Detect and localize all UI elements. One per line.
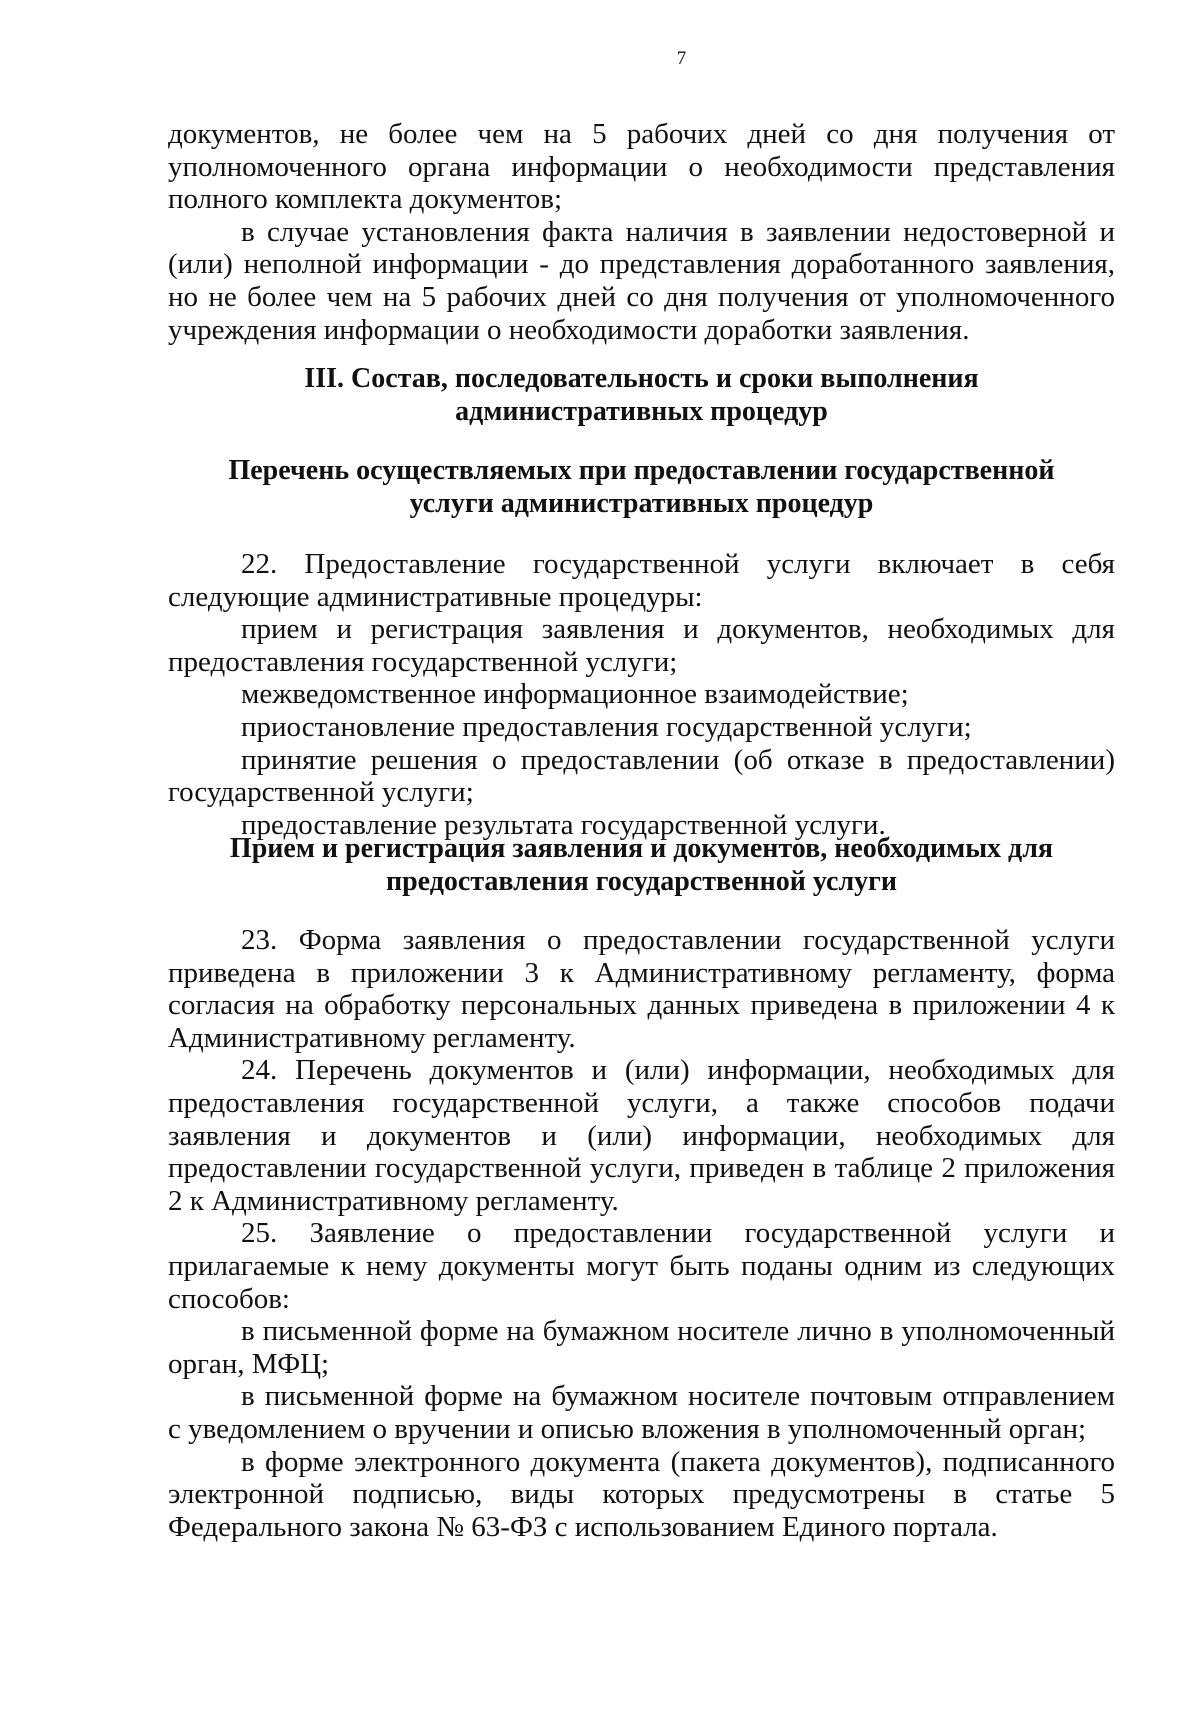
paragraph-group-intro bbox=[168, 118, 1115, 346]
paragraph: 22. Предоставление государственной услуги включает в себя следующие административные процедуры: bbox=[168, 548, 1115, 613]
list-item: принятие решения о предоставлении (об отказе в предоставлении) государственной услуги; bbox=[168, 743, 1115, 809]
paragraph: 25. Заявление о предоставлении государственной услуги и прилагаемые к нему документы могут быть поданы одним из следующих способов: bbox=[168, 1217, 1115, 1315]
page-number: 7 bbox=[676, 48, 687, 69]
list-item: межведомственное информационное взаимодействие; bbox=[241, 678, 909, 711]
subsection-heading bbox=[168, 454, 1115, 520]
list-item: предоставление результата государственной услуги. bbox=[241, 808, 886, 841]
subsection-heading bbox=[168, 832, 1115, 898]
paragraph-group-application bbox=[168, 924, 1115, 1543]
list-item: прием и регистрация заявления и документов, необходимых для предоставления государственной услуги; bbox=[168, 613, 1115, 678]
subsection-heading-line: предоставления государственной услуги bbox=[385, 866, 898, 897]
paragraph: в случае установления факта наличия в заявлении недостоверной и (или) неполной информации - до представления доработанного заявления, но не более чем на 5 рабочих дней со дня получения от уполномоченного учреждения информации о необходимости доработки заявления. bbox=[168, 215, 1115, 346]
paragraph: документов, не более чем на 5 рабочих дней со дня получения от уполномоченного органа информации о необходимости представления полного комплекта документов; bbox=[168, 118, 1115, 216]
paragraph-group-procedures bbox=[168, 548, 1115, 841]
section-heading-line: III. Состав, последовательность и сроки выполнения bbox=[304, 363, 979, 394]
subsection-heading-line: Прием и регистрация заявления и документов, необходимых для bbox=[229, 833, 1054, 864]
paragraph: 24. Перечень документов и (или) информации, необходимых для предоставления государственной услуги, а также способов подачи заявления и документов и (или) информации, необходимых для предоставлении государственной услуги, приведен в таблице 2 приложения 2 к Административному регламенту. bbox=[168, 1054, 1115, 1217]
list-item: в форме электронного документа (пакета документов), подписанного электронной подписью, виды которых предусмотрены в статье 5 Федерального закона № 63-ФЗ с использованием Единого портала. bbox=[168, 1445, 1115, 1543]
subsection-heading-line: Перечень осуществляемых при предоставлении государственной bbox=[228, 455, 1055, 486]
paragraph: 23. Форма заявления о предоставлении государственной услуги приведена в приложении 3 к Административному регламенту, форма согласия на обработку персональных данных приведена в приложении 4 к Административному регламенту. bbox=[168, 924, 1115, 1054]
list-item: в письменной форме на бумажном носителе лично в уполномоченный орган, МФЦ; bbox=[168, 1315, 1115, 1380]
list-item: приостановление предоставления государственной услуги; bbox=[241, 710, 972, 743]
subsection-heading-line: услуги административных процедур bbox=[409, 488, 874, 519]
section-heading-line: административных процедур bbox=[455, 396, 828, 427]
list-item: в письменной форме на бумажном носителе почтовым отправлением с уведомлением о вручении и описью вложения в уполномоченный орган; bbox=[168, 1380, 1115, 1445]
section-heading bbox=[168, 362, 1115, 428]
